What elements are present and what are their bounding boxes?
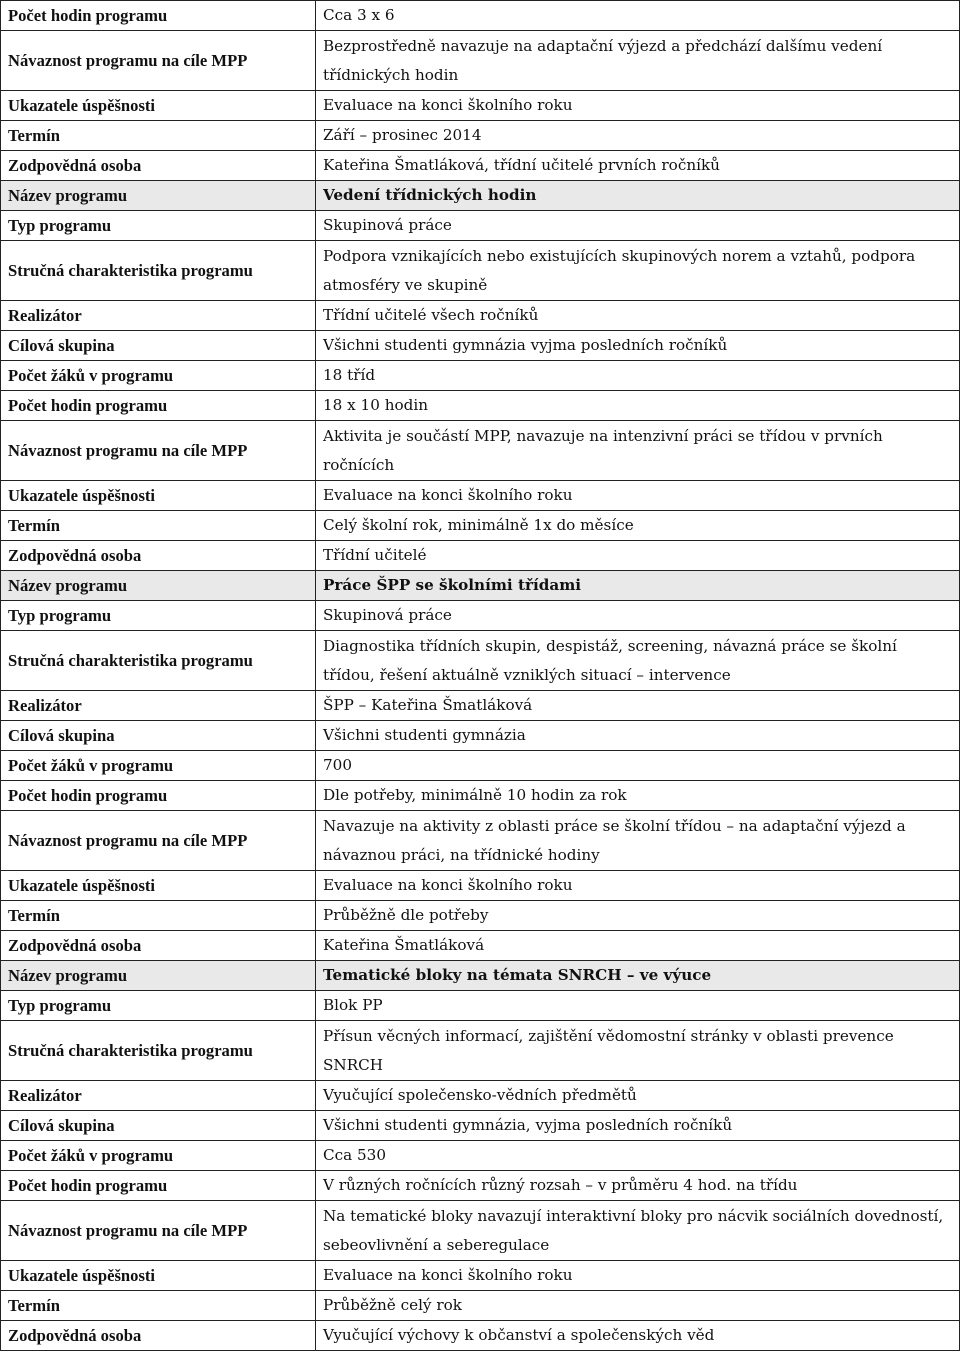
table-row <box>1 1321 960 1351</box>
table-row <box>1 811 960 871</box>
row-value: Bezprostředně navazuje na adaptační výjezd a předchází dalšímu vedení třídnických hodin <box>316 31 960 91</box>
row-value: Evaluace na konci školního roku <box>316 871 960 901</box>
row-label: Ukazatele úspěšnosti <box>1 871 316 901</box>
row-value: Cca 3 x 6 <box>316 1 960 31</box>
row-value: Navazuje na aktivity z oblasti práce se školní třídou – na adaptační výjezd a návaznou práci, na třídnické hodiny <box>316 811 960 871</box>
row-value: V různých ročnících různý rozsah – v průměru 4 hod. na třídu <box>316 1171 960 1201</box>
table-row <box>1 331 960 361</box>
row-label: Počet hodin programu <box>1 1171 316 1201</box>
table-row <box>1 391 960 421</box>
table-row <box>1 631 960 691</box>
row-value: Září – prosinec 2014 <box>316 121 960 151</box>
program-title: Vedení třídnických hodin <box>316 181 960 211</box>
row-value: 700 <box>316 751 960 781</box>
row-label: Termín <box>1 121 316 151</box>
row-label: Počet žáků v programu <box>1 361 316 391</box>
row-label: Cílová skupina <box>1 1111 316 1141</box>
row-label: Cílová skupina <box>1 331 316 361</box>
row-label: Zodpovědná osoba <box>1 1321 316 1351</box>
row-value: Cca 530 <box>316 1141 960 1171</box>
row-value: Evaluace na konci školního roku <box>316 481 960 511</box>
table-row <box>1 1261 960 1291</box>
table-row <box>1 871 960 901</box>
row-label: Cílová skupina <box>1 721 316 751</box>
row-label: Návaznost programu na cíle MPP <box>1 421 316 481</box>
table-row <box>1 751 960 781</box>
row-label: Návaznost programu na cíle MPP <box>1 31 316 91</box>
table-row <box>1 481 960 511</box>
row-label: Zodpovědná osoba <box>1 151 316 181</box>
table-row <box>1 1291 960 1321</box>
program-title-row <box>1 961 960 991</box>
row-label: Realizátor <box>1 1081 316 1111</box>
table-row <box>1 991 960 1021</box>
row-value: Na tematické bloky navazují interaktivní bloky pro nácvik sociálních dovedností, sebeovlivnění a seberegulace <box>316 1201 960 1261</box>
row-label: Realizátor <box>1 691 316 721</box>
table-row <box>1 211 960 241</box>
row-value: Dle potřeby, minimálně 10 hodin za rok <box>316 781 960 811</box>
row-value: Evaluace na konci školního roku <box>316 91 960 121</box>
row-value: Všichni studenti gymnázia vyjma posledních ročníků <box>316 331 960 361</box>
row-value: Blok PP <box>316 991 960 1021</box>
row-value: Kateřina Šmatláková <box>316 931 960 961</box>
row-value: Skupinová práce <box>316 211 960 241</box>
row-value: Celý školní rok, minimálně 1x do měsíce <box>316 511 960 541</box>
table-row <box>1 901 960 931</box>
table-row <box>1 1201 960 1261</box>
row-label: Ukazatele úspěšnosti <box>1 91 316 121</box>
table-row <box>1 721 960 751</box>
row-value: Průběžně celý rok <box>316 1291 960 1321</box>
row-label: Termín <box>1 511 316 541</box>
table-row <box>1 421 960 481</box>
row-label: Návaznost programu na cíle MPP <box>1 1201 316 1261</box>
row-label: Počet hodin programu <box>1 1 316 31</box>
table-row <box>1 1021 960 1081</box>
row-value: 18 tříd <box>316 361 960 391</box>
row-value: Všichni studenti gymnázia, vyjma posledních ročníků <box>316 1111 960 1141</box>
row-label: Počet hodin programu <box>1 781 316 811</box>
table-row <box>1 691 960 721</box>
table-row <box>1 931 960 961</box>
row-label: Stručná charakteristika programu <box>1 1021 316 1081</box>
row-value: Průběžně dle potřeby <box>316 901 960 931</box>
row-label: Zodpovědná osoba <box>1 541 316 571</box>
table-row <box>1 1171 960 1201</box>
row-value: Třídní učitelé <box>316 541 960 571</box>
row-label: Počet hodin programu <box>1 391 316 421</box>
table-row <box>1 361 960 391</box>
table-row <box>1 511 960 541</box>
table-row <box>1 1111 960 1141</box>
row-value: 18 x 10 hodin <box>316 391 960 421</box>
table-row <box>1 781 960 811</box>
row-label: Název programu <box>1 961 316 991</box>
row-label: Typ programu <box>1 601 316 631</box>
table-row <box>1 1081 960 1111</box>
program-title: Tematické bloky na témata SNRCH – ve výuce <box>316 961 960 991</box>
row-value: Všichni studenti gymnázia <box>316 721 960 751</box>
row-value: Aktivita je součástí MPP, navazuje na intenzivní práci se třídou v prvních ročnících <box>316 421 960 481</box>
row-value: Podpora vznikajících nebo existujících skupinových norem a vztahů, podpora atmosféry ve skupině <box>316 241 960 301</box>
table-row <box>1 91 960 121</box>
row-label: Termín <box>1 901 316 931</box>
row-value: Vyučující společensko-vědních předmětů <box>316 1081 960 1111</box>
row-value: Skupinová práce <box>316 601 960 631</box>
row-label: Typ programu <box>1 991 316 1021</box>
row-label: Návaznost programu na cíle MPP <box>1 811 316 871</box>
program-title-row <box>1 571 960 601</box>
row-value: Kateřina Šmatláková, třídní učitelé prvních ročníků <box>316 151 960 181</box>
table-row <box>1 1 960 31</box>
row-label: Termín <box>1 1291 316 1321</box>
row-label: Počet žáků v programu <box>1 751 316 781</box>
row-value: Evaluace na konci školního roku <box>316 1261 960 1291</box>
table-row <box>1 241 960 301</box>
table-row <box>1 1141 960 1171</box>
row-label: Ukazatele úspěšnosti <box>1 481 316 511</box>
row-value: Vyučující výchovy k občanství a společenských věd <box>316 1321 960 1351</box>
row-value: Diagnostika třídních skupin, despistáž, screening, návazná práce se školní třídou, řešení aktuálně vzniklých situací – intervence <box>316 631 960 691</box>
row-value: Třídní učitelé všech ročníků <box>316 301 960 331</box>
row-label: Realizátor <box>1 301 316 331</box>
table-row <box>1 151 960 181</box>
row-label: Zodpovědná osoba <box>1 931 316 961</box>
row-label: Typ programu <box>1 211 316 241</box>
program-title: Práce ŠPP se školními třídami <box>316 571 960 601</box>
row-value: Přísun věcných informací, zajištění vědomostní stránky v oblasti prevence SNRCH <box>316 1021 960 1081</box>
program-title-row <box>1 181 960 211</box>
row-label: Název programu <box>1 571 316 601</box>
table-row <box>1 301 960 331</box>
table-row <box>1 601 960 631</box>
row-label: Stručná charakteristika programu <box>1 631 316 691</box>
row-value: ŠPP – Kateřina Šmatláková <box>316 691 960 721</box>
row-label: Ukazatele úspěšnosti <box>1 1261 316 1291</box>
row-label: Stručná charakteristika programu <box>1 241 316 301</box>
table-row <box>1 541 960 571</box>
table-row <box>1 31 960 91</box>
table-row <box>1 121 960 151</box>
row-label: Počet žáků v programu <box>1 1141 316 1171</box>
row-label: Název programu <box>1 181 316 211</box>
